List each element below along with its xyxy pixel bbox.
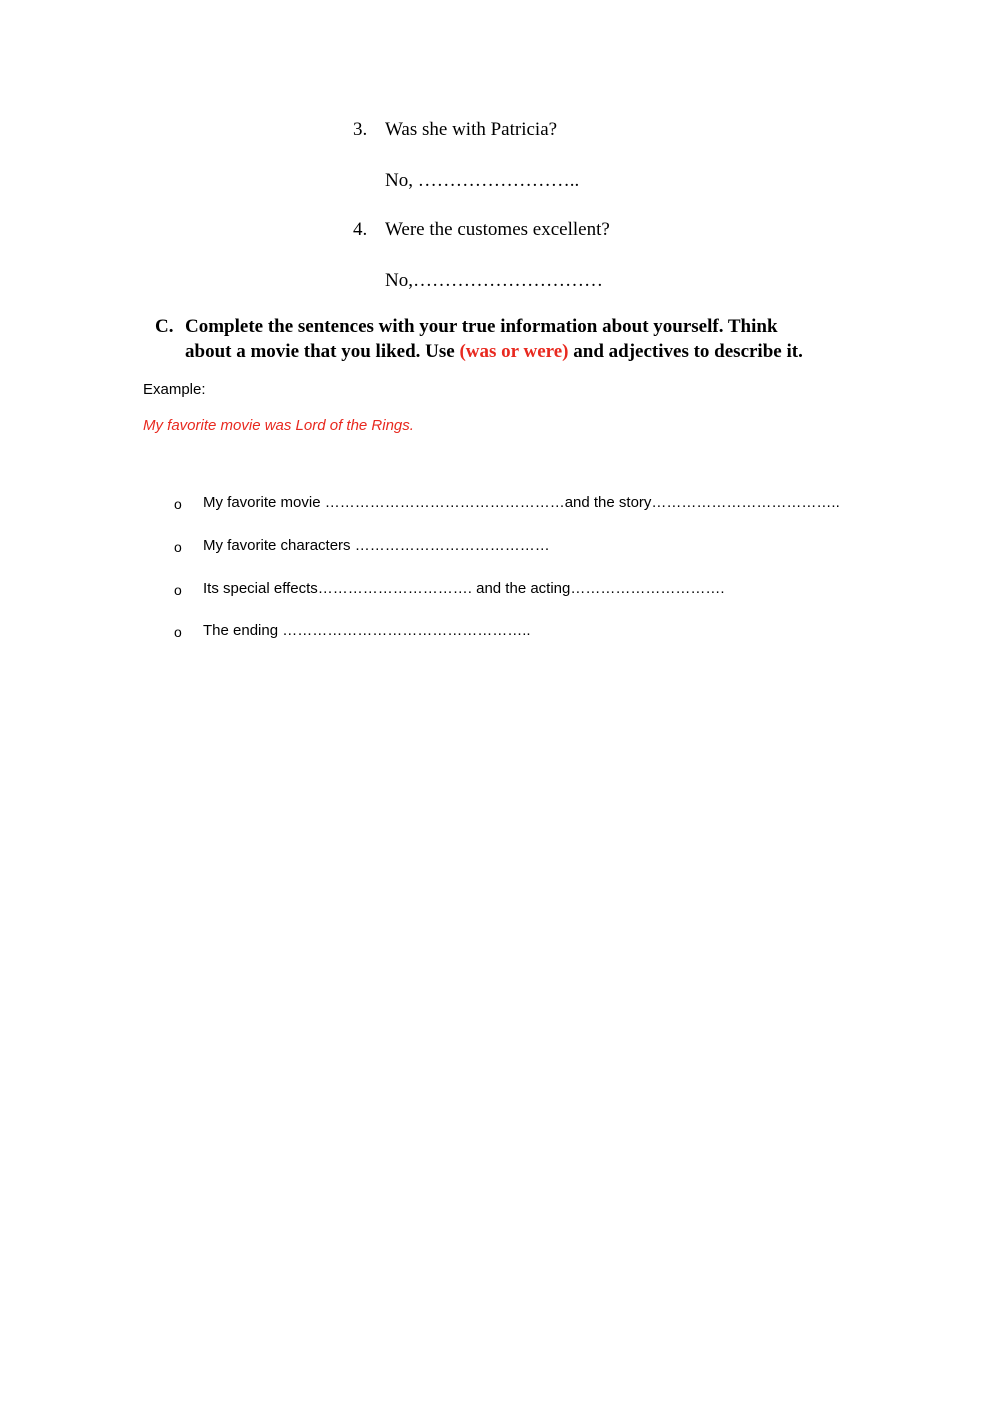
question-number: 4.	[353, 219, 368, 240]
bullet-icon: o	[174, 624, 182, 640]
exercise-item[interactable]: The ending …………………………………………..	[203, 622, 531, 639]
example-sentence: My favorite movie was Lord of the Rings.	[143, 417, 414, 434]
instruction-text: about a movie that you liked. Use	[185, 341, 460, 362]
answer-blank[interactable]: No,…………………………	[385, 270, 603, 291]
section-instruction-line-2	[185, 341, 803, 363]
answer-blank[interactable]: No, ……………………..	[385, 170, 580, 191]
exercise-item[interactable]: Its special effects…………………………. and the acting………………………….	[203, 580, 725, 597]
exercise-item[interactable]: My favorite characters …………………………………	[203, 537, 550, 554]
bullet-icon: o	[174, 582, 182, 598]
example-label: Example:	[143, 381, 206, 398]
bullet-icon: o	[174, 496, 182, 512]
section-letter: C.	[155, 316, 174, 337]
section-instruction-line-1: Complete the sentences with your true information about yourself. Think	[185, 316, 778, 337]
instruction-highlight: (was or were)	[459, 341, 569, 362]
instruction-text: and adjectives to describe it.	[568, 341, 803, 362]
question-text: Were the customes excellent?	[385, 219, 610, 240]
question-text: Was she with Patricia?	[385, 119, 558, 140]
bullet-icon: o	[174, 539, 182, 555]
question-number: 3.	[353, 119, 368, 140]
exercise-item[interactable]: My favorite movie …………………………………………and the story………………………………..	[203, 494, 840, 511]
